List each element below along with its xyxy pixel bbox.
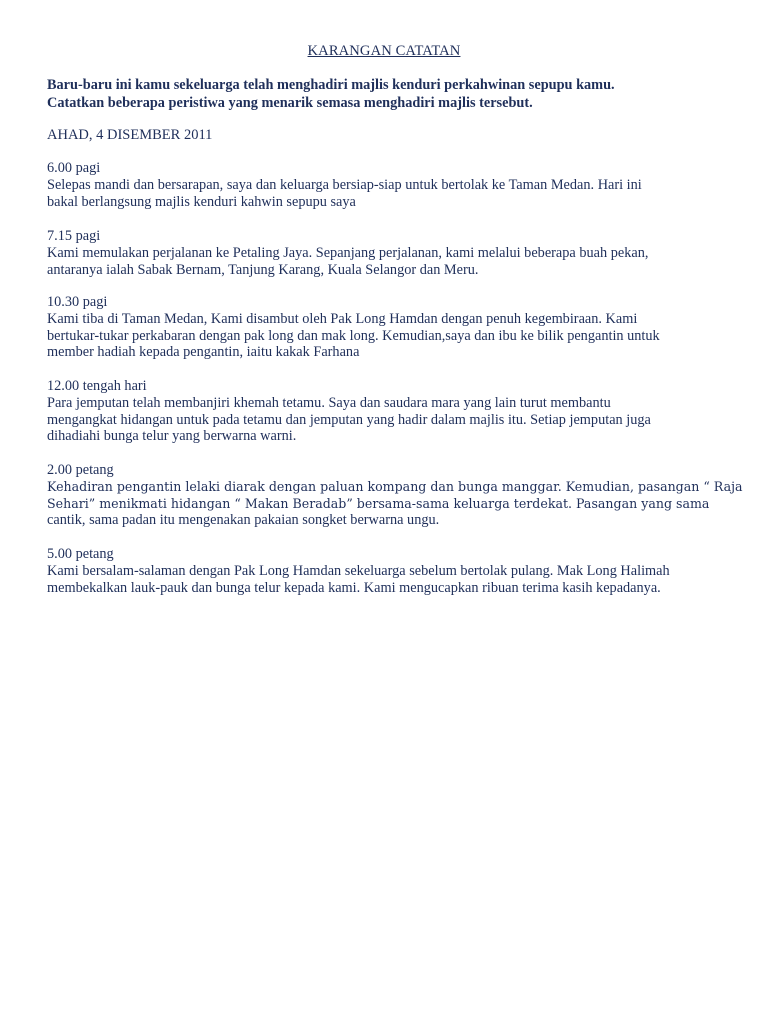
entry-text-line: bertukar-tukar perkabaran dengan pak long dan mak long. Kemudian,saya dan ibu ke bilik pengantin untuk <box>47 327 660 344</box>
entry-text-line: Selepas mandi dan bersarapan, saya dan keluarga bersiap-siap untuk bertolak ke Taman Medan. Hari ini <box>47 176 642 193</box>
entry-time: 10.30 pagi <box>47 294 108 310</box>
entry-text-line: Kami bersalam-salaman dengan Pak Long Hamdan sekeluarga sebelum bertolak pulang. Mak Long Halimah <box>47 562 670 579</box>
prompt-line: Baru-baru ini kamu sekeluarga telah menghadiri majlis kenduri perkahwinan sepupu kamu. <box>47 77 615 93</box>
diary-entry <box>47 462 743 529</box>
diary-entry <box>47 546 737 596</box>
entry-time: 5.00 petang <box>47 546 114 562</box>
diary-entry <box>47 160 737 210</box>
diary-entry <box>47 378 737 445</box>
entry-date: AHAD, 4 DISEMBER 2011 <box>47 127 213 143</box>
entry-time: 7.15 pagi <box>47 228 101 244</box>
prompt-line: Catatkan beberapa peristiwa yang menarik semasa menghadiri majlis tersebut. <box>47 94 533 111</box>
entry-text-line: Kami tiba di Taman Medan, Kami disambut oleh Pak Long Hamdan dengan penuh kegembiraan. Kami <box>47 310 638 327</box>
entry-text-line: Kehadiran pengantin lelaki diarak dengan paluan kompang dan bunga manggar. Kemudian, pasangan “ Raja <box>47 478 743 494</box>
entry-text-line: dihadiahi bunga telur yang berwarna warni. <box>47 428 297 445</box>
entry-text-line: Para jemputan telah membanjiri khemah tetamu. Saya dan saudara mara yang lain turut membantu <box>47 394 611 411</box>
entry-text-line: bakal berlangsung majlis kenduri kahwin sepupu saya <box>47 193 356 210</box>
essay-prompt <box>47 77 737 112</box>
entry-time: 12.00 tengah hari <box>47 378 147 394</box>
entry-text-line: mengangkat hidangan untuk pada tetamu dan jemputan yang hadir dalam majlis itu. Setiap jemputan juga <box>47 411 651 428</box>
entry-text-line: Sehari” menikmati hidangan “ Makan Beradab” bersama-sama keluarga terdekat. Pasangan yang sama <box>47 495 710 511</box>
diary-entry <box>47 294 737 361</box>
entry-time: 6.00 pagi <box>47 160 101 176</box>
diary-entry <box>47 228 737 278</box>
entry-text-line: cantik, sama padan itu mengenakan pakaian songket berwarna ungu. <box>47 512 440 529</box>
entry-text-line: antaranya ialah Sabak Bernam, Tanjung Karang, Kuala Selangor dan Meru. <box>47 261 479 278</box>
entry-text-line: member hadiah kepada pengantin, iaitu kakak Farhana <box>47 344 360 361</box>
entry-text-line: Kami memulakan perjalanan ke Petaling Jaya. Sepanjang perjalanan, kami melalui beberapa buah pekan, <box>47 244 649 261</box>
entry-text-line: membekalkan lauk-pauk dan bunga telur kepada kami. Kami mengucapkan ribuan terima kasih kepadanya. <box>47 579 661 596</box>
entry-time: 2.00 petang <box>47 462 114 478</box>
document-title: KARANGAN CATATAN <box>307 43 461 59</box>
